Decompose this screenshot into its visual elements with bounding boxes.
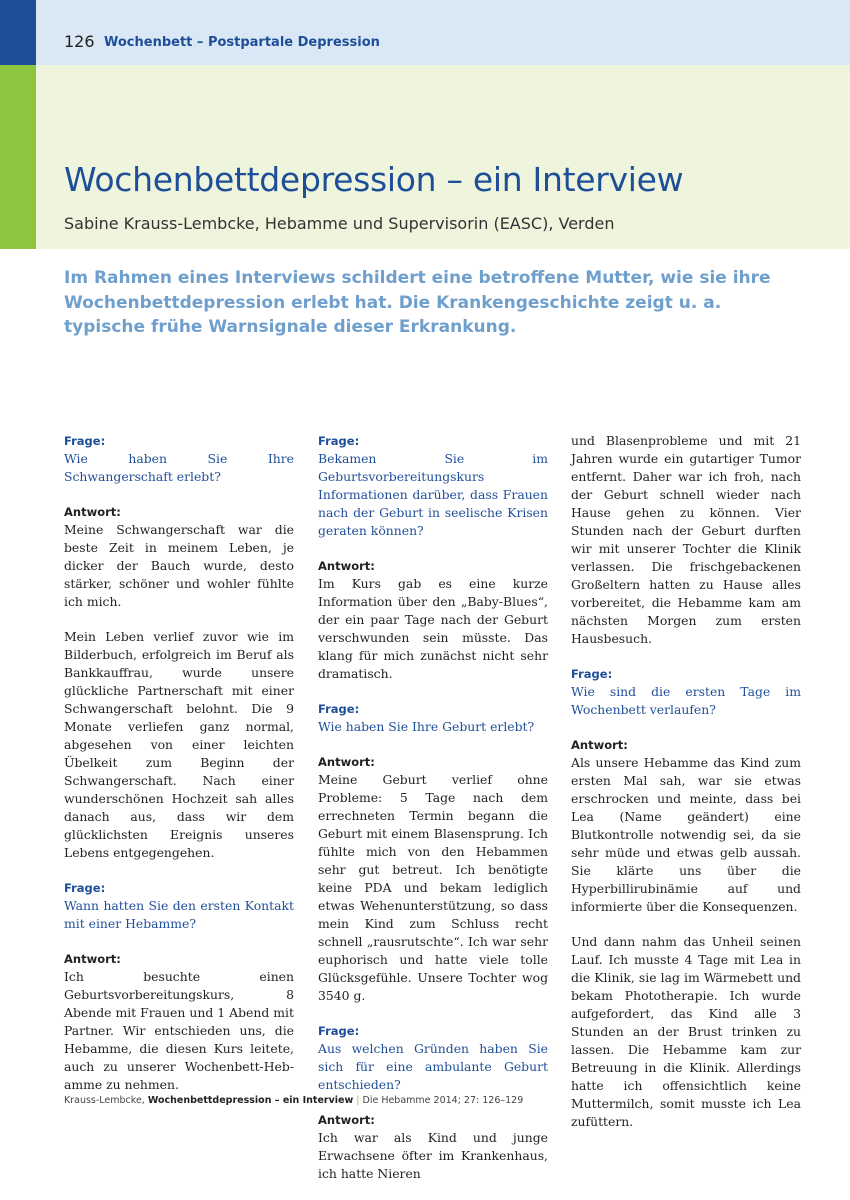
question-block (571, 665, 801, 719)
answer-label: Antwort: (318, 559, 375, 573)
footer-authors: Krauss-Lembcke, (64, 1095, 148, 1106)
answer-text: Meine Schwangerschaft war die beste Zeit in meinem Leben, je dicker der Bauch wurde, desto stärker, schöner und wohler fühlte ich mich. (64, 522, 294, 609)
question-text: Wie sind die ersten Tage im Wochenbett verlaufen? (571, 684, 801, 717)
footer-journal: Die Hebamme 2014; 27: 126–129 (362, 1095, 524, 1106)
question-text: Aus welchen Gründen haben Sie sich für eine ambulante Geburt entschieden? (318, 1041, 548, 1092)
text-column-2 (318, 432, 548, 1200)
header-accent-bar (0, 0, 36, 65)
header-band (0, 0, 850, 65)
question-label: Frage: (318, 702, 360, 716)
page-number: 126 (64, 32, 95, 51)
answer-text: Ich war als Kind und junge Erwachsene öfter im Krankenhaus, ich hatte Nieren (318, 1130, 548, 1181)
question-text: Wie haben Sie Ihre Schwangerschaft erlebt? (64, 451, 294, 484)
answer-label: Antwort: (64, 952, 121, 966)
text-column-3 (571, 432, 801, 1148)
text-column-1 (64, 432, 294, 1111)
question-block (318, 1022, 548, 1094)
footer-title: Wochenbettdepression – ein Interview (147, 1095, 354, 1106)
running-head: Wochenbett – Postpartale Depression (104, 35, 380, 50)
answer-block (318, 557, 548, 683)
paragraph-text: und Blasenprobleme und mit 21 Jahren wurde ein gutartiger Tumor entfernt. Daher war ich froh, nach der Geburt schnell wieder nach Hause gehen zu können. Vier Stunden nach der Geburt durften wir mit unserer Tochter die Klinik verlassen. Die frischgebackenen Großeltern hatten zu Hause alles vorbereitet, die Hebamme kam am nächsten Morgen zum ersten Hausbesuch. (571, 433, 801, 646)
question-block (318, 432, 548, 540)
answer-text: Als unsere Hebamme das Kind zum ersten Mal sah, war sie etwas erschrocken und meinte, dass bei Lea (Name geändert) eine Blutkontrolle notwendig sei, da sie sehr müde und etwas gelb aussah. Sie klärte uns über die Hyperbillirubinämie auf und informierte über die Konsequenzen. (571, 755, 801, 914)
answer-label: Antwort: (318, 755, 375, 769)
answer-text: Meine Geburt verlief ohne Probleme: 5 Tage nach dem errechneten Termin begann die Geburt mit einem Blasensprung. Ich fühlte mich von den Hebammen sehr gut betreut. Ich benötigte keine PDA und bekam lediglich etwas Wehenunterstützung, so dass mein Kind zum Schluss recht schnell „rausrutschte“. Ich war sehr euphorisch und hatte viele tolle Glücksgefühle. Unsere Tochter wog 3540 g. (318, 772, 548, 1003)
paragraph-text: Und dann nahm das Unheil seinen Lauf. Ich musste 4 Tage mit Lea in die Klinik, sie lag im Wärmebett und bekam Phototherapie. Ich wurde aufgefordert, das Kind alle 3 Stunden an der Brust trinken zu lassen. Die Hebamme kam zur Betreuung in die Klinik. Allerdings hatte ich offensichtlich keine Muttermilch, somit musste ich Lea zufüttern. (571, 934, 801, 1129)
question-block (318, 700, 548, 736)
question-label: Frage: (318, 1024, 360, 1038)
author-line: Sabine Krauss-Lembcke, Hebamme und Supervisorin (EASC), Verden (64, 214, 615, 233)
footer-separator: | (353, 1095, 363, 1106)
answer-label: Antwort: (571, 738, 628, 752)
body-paragraph (571, 432, 801, 648)
answer-block (318, 753, 548, 1005)
title-accent-bar (0, 65, 36, 249)
answer-label: Antwort: (318, 1113, 375, 1127)
lead-paragraph: Im Rahmen eines Interviews schildert eine betroffene Mutter, wie sie ihre Wochenbettdepression erlebt hat. Die Krankengeschichte zeigt u. a. typische frühe Warnsignale dieser Erkrankung. (64, 268, 771, 337)
answer-block (64, 503, 294, 611)
footer-citation (64, 1095, 523, 1106)
article-title: Wochenbettdepression – ein Interview (64, 160, 684, 199)
answer-block (318, 1111, 548, 1183)
answer-block (64, 950, 294, 1094)
question-label: Frage: (571, 667, 613, 681)
body-paragraph (64, 628, 294, 862)
question-text: Wann hatten Sie den ersten Kontakt mit einer Hebamme? (64, 898, 294, 931)
question-block (64, 879, 294, 933)
body-paragraph (571, 933, 801, 1131)
question-block (64, 432, 294, 486)
answer-text: Ich besuchte einen Geburtsvorbereitungskurs, 8 Abende mit Frauen und 1 Abend mit Partner. Wir entschieden uns, die Hebamme, die diesen Kurs leitete, auch zu unserer Wochenbett-Hebamme zu nehmen. (64, 969, 294, 1092)
question-text: Wie haben Sie Ihre Geburt erlebt? (318, 719, 535, 734)
answer-block (571, 736, 801, 916)
answer-label: Antwort: (64, 505, 121, 519)
question-label: Frage: (64, 881, 106, 895)
question-text: Bekamen Sie im Geburtsvorbereitungskurs Informationen darüber, dass Frauen nach der Geburt in seelische Krisen geraten können? (318, 451, 548, 538)
answer-text: Im Kurs gab es eine kurze Information über den „Baby-Blues“, der ein paar Tage nach der Geburt verschwunden sein müsste. Das klang für mich zunächst nicht sehr dramatisch. (318, 576, 548, 681)
question-label: Frage: (64, 434, 106, 448)
paragraph-text: Mein Leben verlief zuvor wie im Bilderbuch, erfolgreich im Beruf als Bankkauffrau, wurde unsere glückliche Partnerschaft mit einer Schwangerschaft belohnt. Die 9 Monate verliefen ganz normal, abgesehen von einer leichten Übelkeit zum Beginn der Schwangerschaft. Nach einer wunderschönen Hochzeit sah alles danach aus, dass wir dem glücklichsten Ereignis unseres Lebens entgegengehen. (64, 629, 294, 860)
question-label: Frage: (318, 434, 360, 448)
